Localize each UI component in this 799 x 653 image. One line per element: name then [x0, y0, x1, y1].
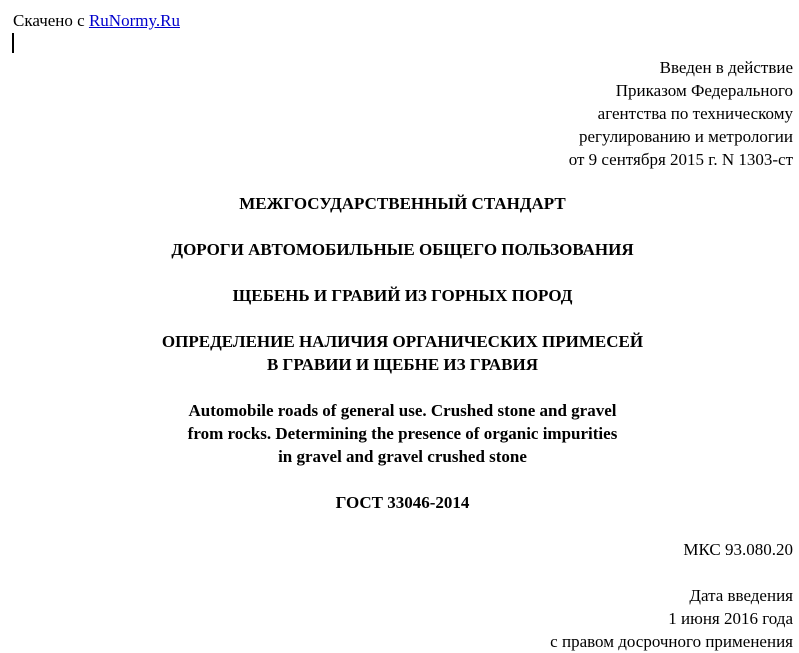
english-title-line: in gravel and gravel crushed stone [278, 447, 527, 466]
download-source-prefix: Скачено с [13, 11, 89, 30]
english-title-line: from rocks. Determining the presence of organic impurities [187, 424, 618, 443]
enactment-line: от 9 сентября 2015 г. N 1303-ст [568, 150, 793, 169]
roads-heading [0, 238, 799, 261]
subject-heading-line: В ГРАВИИ И ЩЕБНЕ ИЗ ГРАВИЯ [266, 355, 539, 374]
english-title-line: Automobile roads of general use. Crushed stone and gravel [188, 401, 617, 420]
english-title [0, 399, 799, 468]
introduction-date-block [550, 584, 793, 653]
enactment-block [569, 56, 793, 171]
roads-heading-text: ДОРОГИ АВТОМОБИЛЬНЫЕ ОБЩЕГО ПОЛЬЗОВАНИЯ [171, 240, 634, 259]
enactment-line: Введен в действие [659, 58, 793, 77]
text-cursor [12, 33, 14, 53]
material-heading-text: ЩЕБЕНЬ И ГРАВИЙ ИЗ ГОРНЫХ ПОРОД [232, 286, 573, 305]
runormy-link[interactable]: RuNormy.Ru [88, 11, 180, 30]
introduction-line: Дата введения [689, 586, 793, 605]
material-heading [0, 284, 799, 307]
gost-number-text: ГОСТ 33046-2014 [335, 493, 470, 512]
download-source-line [13, 9, 180, 32]
introduction-line: 1 июня 2016 года [668, 609, 793, 628]
subject-heading [0, 330, 799, 376]
enactment-line: агентства по техническому [597, 104, 793, 123]
mks-code: МКС 93.080.20 [683, 540, 793, 559]
interstate-standard-heading [0, 192, 799, 215]
gost-number-heading [0, 491, 799, 514]
interstate-standard-text: МЕЖГОСУДАРСТВЕННЫЙ СТАНДАРТ [239, 194, 566, 213]
enactment-line: регулированию и метрологии [578, 127, 793, 146]
subject-heading-line: ОПРЕДЕЛЕНИЕ НАЛИЧИЯ ОРГАНИЧЕСКИХ ПРИМЕСЕЙ [161, 332, 644, 351]
introduction-line: с правом досрочного применения [550, 632, 793, 651]
enactment-line: Приказом Федерального [615, 81, 793, 100]
